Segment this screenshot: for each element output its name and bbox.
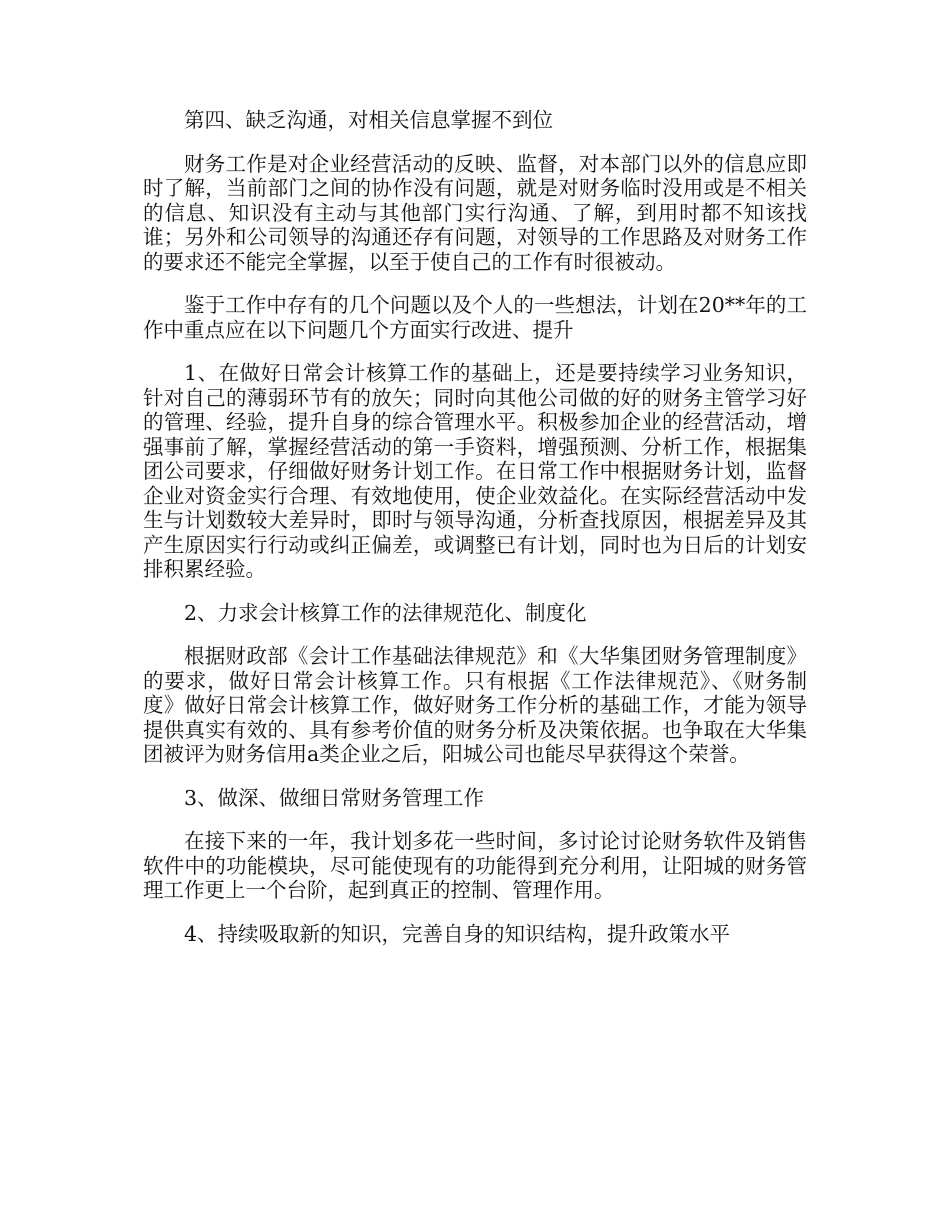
plan-item-4-heading: 4、持续吸取新的知识，完善自身的知识结构，提升政策水平 bbox=[184, 921, 731, 946]
plan-item-3-heading: 3、做深、做细日常财务管理工作 bbox=[184, 785, 485, 810]
body-paragraph: 根据财政部《会计工作基础法律规范》和《大华集团财务管理制度》的要求，做好日常会计核算工作。只有根据《工作法律规范》、《财务制度》做好日常会计核算工作，做好财务工作分析的基础工作，才能为领导提供真实有效的、具有参考价值的财务分析及决策依据。也争取在大华集团被评为财务信用a类企业之后，阳城公司也能尽早获得这个荣誉。 bbox=[143, 644, 807, 766]
body-paragraph: 鉴于工作中存有的几个问题以及个人的一些想法，计划在20**年的工作中重点应在以下问题几个方面实行改进、提升 bbox=[143, 293, 807, 342]
section-heading-4: 第四、缺乏沟通，对相关信息掌握不到位 bbox=[184, 108, 553, 132]
document-page bbox=[143, 108, 807, 965]
body-paragraph: 在接下来的一年，我计划多花一些时间，多讨论讨论财务软件及销售软件中的功能模块，尽可能使现有的功能得到充分利用，让阳城的财务管理工作更上一个台阶，起到真正的控制、管理作用。 bbox=[143, 829, 807, 902]
plan-item-2-heading: 2、力求会计核算工作的法律规范化、制度化 bbox=[184, 600, 587, 625]
body-paragraph: 财务工作是对企业经营活动的反映、监督，对本部门以外的信息应即时了解，当前部门之间的协作没有问题，就是对财务临时没用或是不相关的信息、知识没有主动与其他部门实行沟通、了解，到用时都不知该找谁；另外和公司领导的沟通还存有问题，对领导的工作思路及对财务工作的要求还不能完全掌握，以至于使自己的工作有时很被动。 bbox=[143, 151, 807, 274]
plan-item-1: 1、在做好日常会计核算工作的基础上，还是要持续学习业务知识，针对自己的薄弱环节有的放矢；同时向其他公司做的好的财务主管学习好的管理、经验，提升自身的综合管理水平。积极参加企业的经营活动，增强事前了解，掌握经营活动的第一手资料，增强预测、分析工作，根据集团公司要求，仔细做好财务计划工作。在日常工作中根据财务计划，监督企业对资金实行合理、有效地使用，使企业效益化。在实际经营活动中发生与计划数较大差异时，即时与领导沟通，分析查找原因，根据差异及其产生原因实行行动或纠正偏差，或调整已有计划，同时也为日后的计划安排积累经验。 bbox=[143, 361, 807, 581]
